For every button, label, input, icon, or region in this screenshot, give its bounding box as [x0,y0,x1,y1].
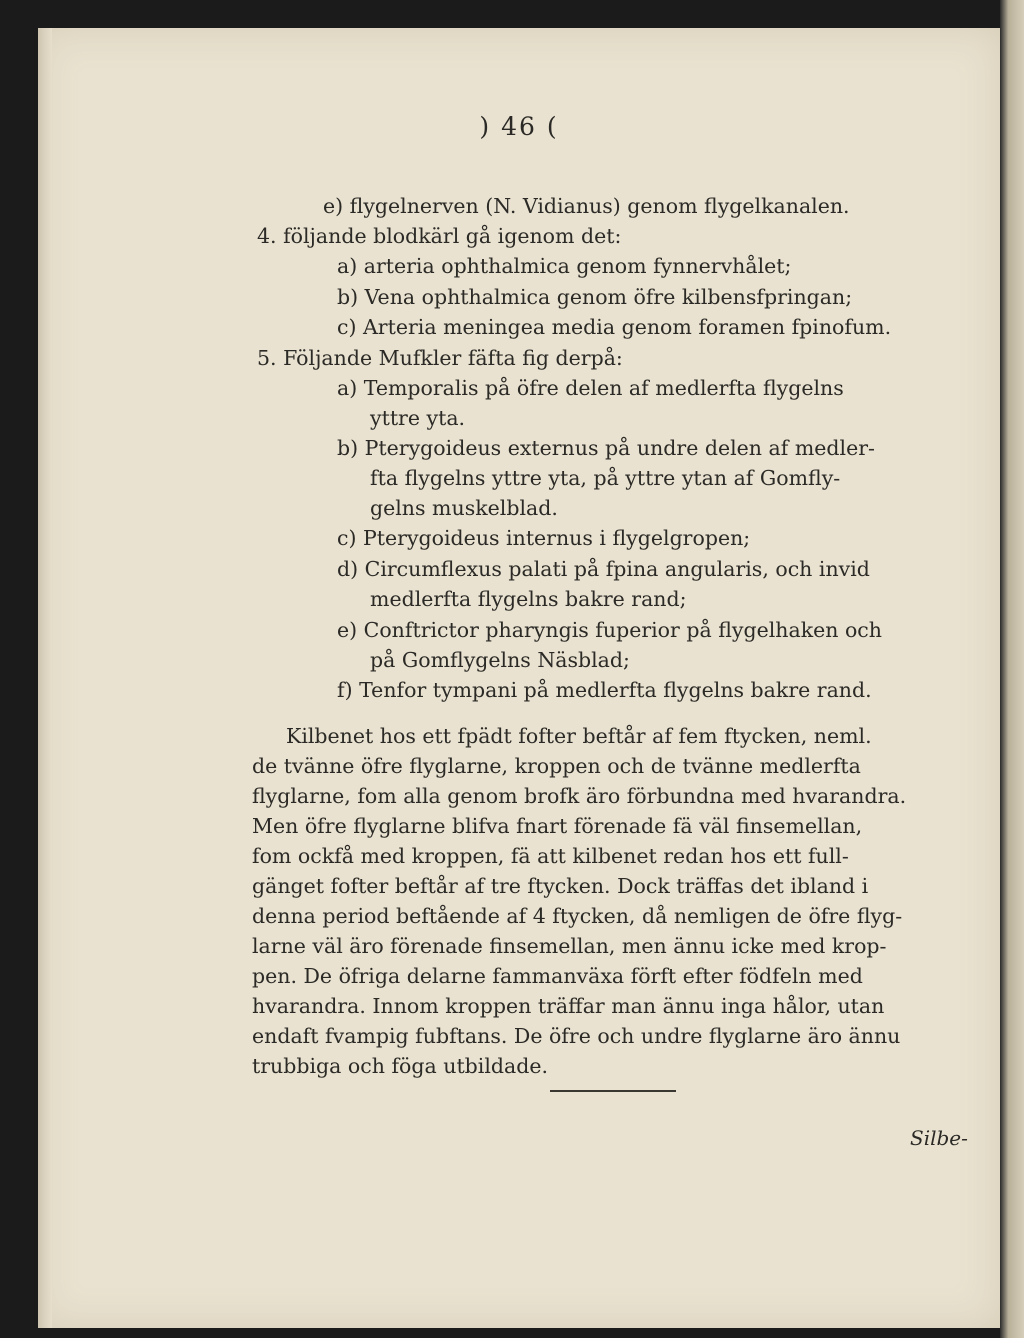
list-line: c) Pterygoideus internus i flygelgropen; [337,526,751,550]
catchword: Silbe- [910,1126,968,1150]
list-line: c) Arteria meningea media genom foramen fpinofum. [337,315,892,339]
list-line: f) Tenfor tympani på medlerfta flygelns bakre rand. [337,678,872,702]
list-line: yttre yta. [370,406,466,430]
page-number-header: ) 46 ( [479,112,559,141]
paragraph-line: denna period beftående af 4 ftycken, då nemligen de öfre flyg- [252,904,903,928]
book-page [38,28,1000,1328]
list-line: e) flygelnerven (N. Vidianus) genom flygelkanalen. [323,194,850,218]
paragraph-line: Men öfre flyglarne blifva fnart förenade fä väl finsemellan, [252,814,863,838]
list-line: 5. Följande Mufkler fäfta fig derpå: [257,346,623,370]
paragraph-line: endaft fvampig fubftans. De öfre och undre flyglarne äro ännu [252,1024,901,1048]
list-line: b) Vena ophthalmica genom öfre kilbensfpringan; [337,285,853,309]
paragraph-line: hvarandra. Innom kroppen träffar man ännu inga hålor, utan [252,994,885,1018]
list-line: gelns muskelblad. [370,496,558,520]
list-line: på Gomflygelns Näsblad; [370,648,630,672]
paragraph-line: de tvänne öfre flyglarne, kroppen och de tvänne medlerfta [252,754,861,778]
list-line: b) Pterygoideus externus på undre delen af medler- [337,436,875,460]
list-line: d) Circumflexus palati på fpina angularis, och invid [337,557,870,581]
paragraph-line: pen. De öfriga delarne fammanväxa förft efter födfeln med [252,964,863,988]
paragraph-line: larne väl äro förenade finsemellan, men ännu icke med krop- [252,934,887,958]
paragraph-line: flyglarne, fom alla genom brofk äro förbundna med hvarandra. [252,784,907,808]
list-line: fta flygelns yttre yta, på yttre ytan af Gomfly- [370,466,841,490]
paragraph-line: Kilbenet hos ett fpädt fofter beftår af fem ftycken, neml. [286,724,872,748]
page-gutter [38,28,52,1328]
paragraph-line: gänget fofter beftår af tre ftycken. Dock träffas det ibland i [252,874,869,898]
section-rule [550,1090,676,1092]
book-edge [1000,0,1024,1338]
list-line: a) Temporalis på öfre delen af medlerfta flygelns [337,376,844,400]
paragraph-line: fom ockfå med kroppen, fä att kilbenet redan hos ett full- [252,844,849,868]
list-line: a) arteria ophthalmica genom fynnervhålet; [337,254,792,278]
list-line: medlerfta flygelns bakre rand; [370,587,687,611]
list-line: 4. följande blodkärl gå igenom det: [257,224,622,248]
paragraph-line: trubbiga och föga utbildade. [252,1054,549,1078]
list-line: e) Conftrictor pharyngis fuperior på flygelhaken och [337,618,882,642]
